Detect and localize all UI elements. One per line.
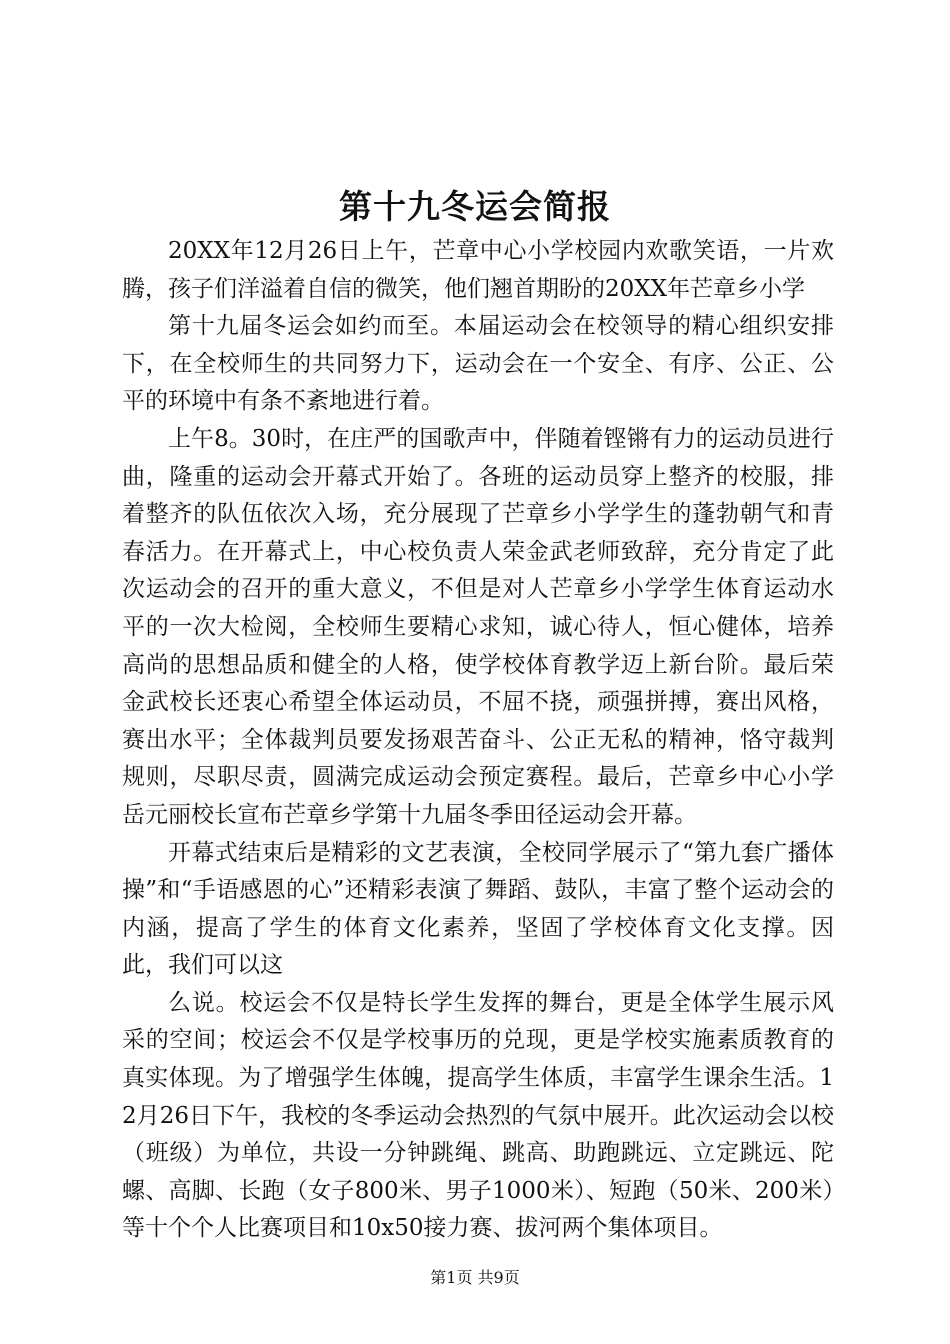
paragraph-3: 上午8。30时，在庄严的国歌声中，伴随着铿锵有力的运动员进行曲，隆重的运动会开幕式开始了。各班的运动员穿上整齐的校服，排着整齐的队伍依次入场，充分展现了芒章乡小学学生的蓬勃朝气和青春活力。在开幕式上，中心校负责人荣金武老师致辞，充分肯定了此次运动会的召开的重大意义，不但是对人芒章乡小学学生体育运动水平的一次大检阅，全校师生要精心求知，诚心待人，恒心健体，培养高尚的思想品质和健全的人格，使学校体育教学迈上新台阶。最后荣金武校长还衷心希望全体运动员，不屈不挠，顽强拼搏，赛出风格，赛出水平；全体裁判员要发扬艰苦奋斗、公正无私的精神，恪守裁判规则，尽职尽责，圆满完成运动会预定赛程。最后，芒章乡中心小学岳元丽校长宣布芒章乡学第十九届冬季田径运动会开幕。 xyxy=(122,425,834,828)
document-body xyxy=(122,233,834,1248)
paragraph-1: 20XX年12月26日上午，芒章中心小学校园内欢歌笑语，一片欢腾，孩子们洋溢着自信的微笑，他们翘首期盼的20XX年芒章乡小学 xyxy=(122,238,834,302)
page-footer: 第1页 共9页 xyxy=(430,1268,520,1287)
paragraph-4: 开幕式结束后是精彩的文艺表演，全校同学展示了“第九套广播体操”和“手语感恩的心”还精彩表演了舞蹈、鼓队，丰富了整个运动会的内涵，提高了学生的体育文化素养，坚固了学校体育文化支撑。因此，我们可以这 xyxy=(122,839,834,979)
paragraph-2: 第十九届冬运会如约而至。本届运动会在校领导的精心组织安排下，在全校师生的共同努力下，运动会在一个安全、有序、公正、公平的环境中有条不紊地进行着。 xyxy=(122,313,834,415)
paragraph-5: 么说。校运会不仅是特长学生发挥的舞台，更是全体学生展示风采的空间；校运会不仅是学校事历的兑现，更是学校实施素质教育的真实体现。为了增强学生体魄，提高学生体质，丰富学生课余生活。12月26日下午，我校的冬季运动会热烈的气氛中展开。此次运动会以校（班级）为单位，共设一分钟跳绳、跳高、助跑跳远、立定跳远、陀螺、高脚、长跑（女子800米、男子1000米）、短跑（50米、200米）等十个个人比赛项目和10x50接力赛、拔河两个集体项目。 xyxy=(122,989,834,1242)
document-title: 第十九冬运会简报 xyxy=(339,187,611,226)
